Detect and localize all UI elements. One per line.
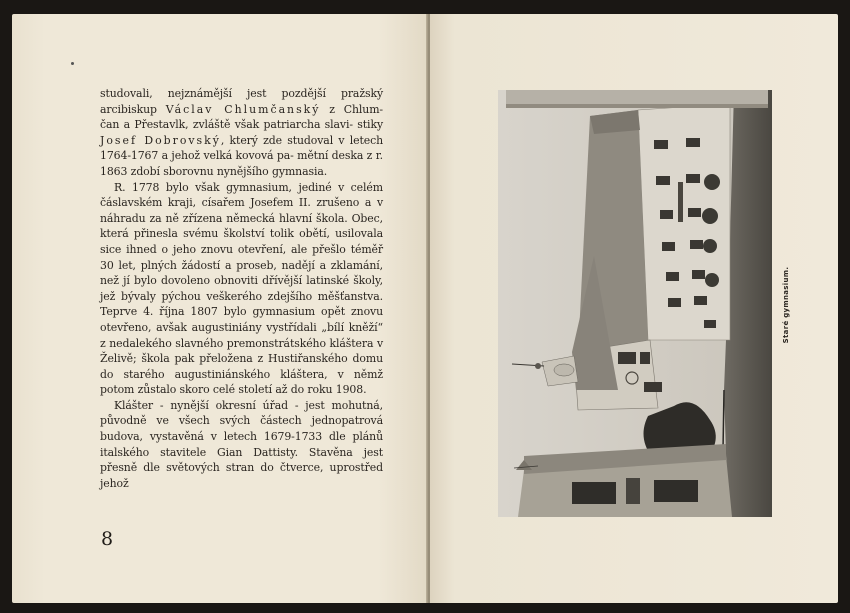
text-line: , který zde studoval <box>220 133 334 147</box>
paragraph-3: Klášter - nynější okresní úřad - jest mohutná, původně ve všech svých částech jednopatrová budova, vystavěná v letech 1679-1733 dle plánů italského stavitele Gian Dattisty. Stavěna jest přesně dle světových stran do čtverce, uprostřed jehož <box>100 398 383 490</box>
text-line: studovali, nejznámější jest pozdější pražský <box>100 87 383 100</box>
text-line: mětní deska z r. 1863 zdobí sborovnu nynějšího <box>100 149 383 178</box>
paragraph-1 <box>100 86 383 180</box>
text-line: arcibiskup <box>100 102 166 116</box>
text-line: stiky <box>357 118 383 132</box>
photo-illustration <box>498 90 772 517</box>
spaced-name: Václav Chlumčanský <box>165 102 321 116</box>
photo-caption: Staré gymnasium. <box>782 266 790 344</box>
paper-speck <box>71 62 74 65</box>
spaced-name: Josef Dobrovský <box>100 133 221 147</box>
text-line: v letech 1764-1767 a jehož velká kovová pa- <box>100 133 383 163</box>
text-line: gymnasia. <box>272 164 328 178</box>
body-text <box>100 86 383 491</box>
building-photo <box>498 90 772 517</box>
paragraph-2: R. 1778 bylo však gymnasium, jediné v celém čáslavském kraji, císařem Josefem II. zrušeno a v náhradu za ně zřízena německá hlavní škola. Obec, která přinesla svému školství tolik obětí, usilovala sice ihned o jeho znovu otevření, ale přešlo téměř 30 let, plných žádostí a proseb, nadějí a zklamání, než jí bylo dovoleno obnoviti dřívější latinské školy, jež bývaly pýchou veškerého zdejšího měšťanstva. Teprve 4. října 1807 bylo gymnasium opět znovu otevřeno, avšak augustiniány vystřídali „bílí kněží“ z nedalekého slavného premonstrátského kláštera v Želivě; škola pak přeložena z Hustiřanského domu do starého augustiniánského kláštera, v němž potom zůstalo skoro celé století až do roku 1908. <box>100 180 383 397</box>
text-line: z Chlum- <box>320 102 383 116</box>
text-line: čan a Přestavlk, zvláště však patriarcha slavi- <box>100 118 353 132</box>
page-number: 8 <box>101 528 114 550</box>
